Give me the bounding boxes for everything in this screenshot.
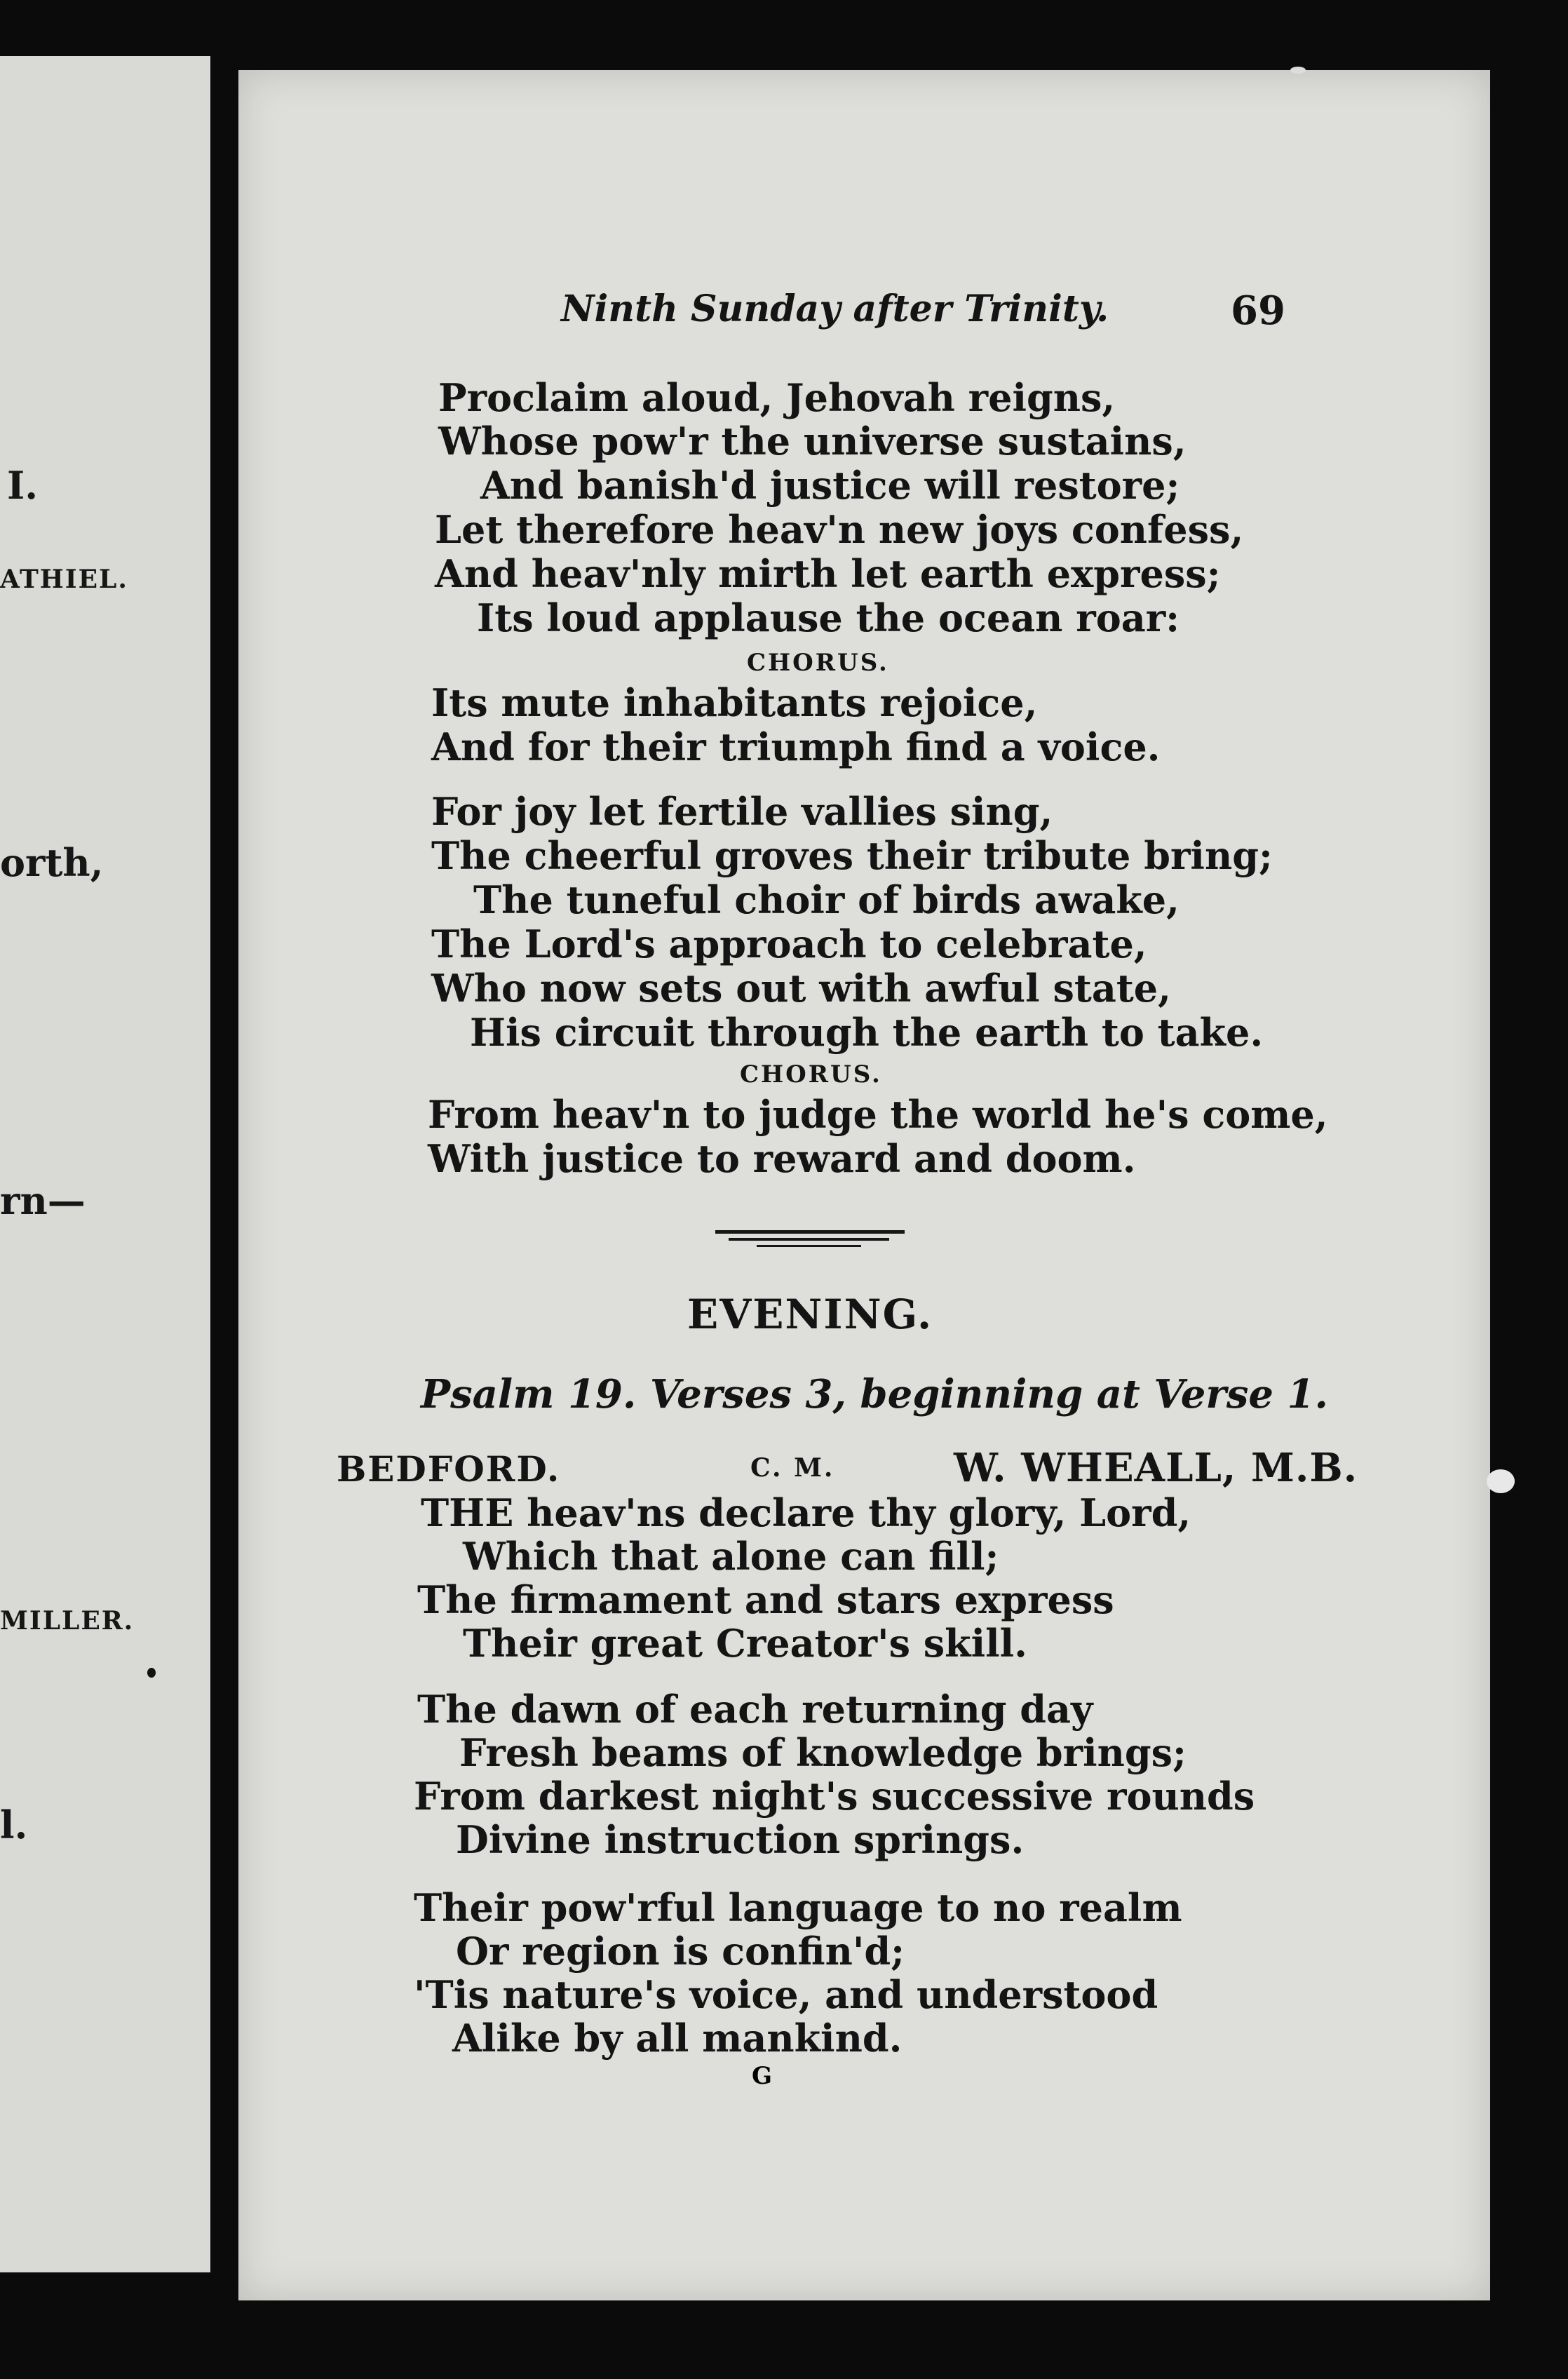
verse-line: Or region is confin'd;: [456, 1929, 905, 1974]
verse-line: Who now sets out with awful state,: [431, 966, 1171, 1011]
verse-line: The dawn of each returning day: [417, 1687, 1093, 1732]
verse-line: The cheerful groves their tribute bring;: [431, 833, 1273, 878]
verse-line: And for their triumph find a voice.: [431, 725, 1161, 769]
verse-line: Its mute inhabitants rejoice,: [431, 680, 1038, 725]
verse-line: And banish'd justice will restore;: [480, 463, 1180, 508]
verse-line: The tuneful choir of birds awake,: [473, 877, 1180, 922]
verse-line: Proclaim aloud, Jehovah reigns,: [438, 375, 1116, 420]
verse-line: And heav'nly mirth let earth express;: [435, 551, 1221, 596]
verse-line: Fresh beams of knowledge brings;: [459, 1730, 1187, 1775]
scan-artifact: [1487, 1469, 1515, 1493]
psalm-reference: Psalm 19. Verses 3, beginning at Verse 1.: [421, 1371, 1328, 1417]
scan-artifact: [147, 1668, 156, 1678]
verse-line: Their great Creator's skill.: [463, 1621, 1027, 1666]
page-number: 69: [1231, 288, 1285, 334]
verse-line: Their pow'rful language to no realm: [414, 1885, 1182, 1930]
verse-line: His circuit through the earth to take.: [470, 1010, 1264, 1055]
verse-line: From heav'n to judge the world he's come,: [428, 1092, 1328, 1137]
chorus-label: CHORUS.: [740, 1060, 882, 1089]
verse-line: The firmament and stars express: [417, 1577, 1114, 1622]
verse-line: Let therefore heav'n new joys confess,: [435, 507, 1244, 552]
verse-line: For joy let fertile vallies sing,: [431, 789, 1053, 834]
verse-line: Divine instruction springs.: [456, 1817, 1025, 1862]
ornamental-rule: [715, 1226, 905, 1250]
section-title: EVENING.: [687, 1290, 933, 1338]
running-title: Ninth Sunday after Trinity.: [561, 288, 1109, 330]
signature-mark: G: [752, 2062, 773, 2090]
left-fragment: I.: [7, 463, 39, 508]
verse-line: With justice to reward and doom.: [428, 1136, 1136, 1181]
verse-line: 'Tis nature's voice, and understood: [414, 1972, 1158, 2017]
left-fragment: ATHIEL.: [0, 565, 128, 594]
verse-line: Alike by all mankind.: [452, 2016, 903, 2061]
tune-name: BEDFORD.: [337, 1448, 561, 1490]
left-fragment: MILLER.: [0, 1606, 135, 1636]
left-fragment: orth,: [0, 840, 104, 885]
composer-name: W. WHEALL, M.B.: [954, 1445, 1358, 1491]
scan-artifact: [1290, 67, 1306, 74]
left-fragment: l.: [0, 1802, 28, 1847]
verse-line: The Lord's approach to celebrate,: [431, 922, 1147, 966]
verse-line: Which that alone can fill;: [463, 1534, 999, 1579]
meter-label: C. M.: [750, 1453, 835, 1483]
verse-line: THE heav'ns declare thy glory, Lord,: [421, 1490, 1191, 1535]
left-fragment: rn—: [0, 1178, 86, 1223]
verse-line: Its loud applause the ocean roar:: [477, 595, 1180, 640]
verse-line: Whose pow'r the universe sustains,: [438, 419, 1187, 464]
chorus-label: CHORUS.: [747, 649, 889, 677]
left-facing-page: [0, 56, 210, 2272]
verse-line: From darkest night's successive rounds: [414, 1774, 1255, 1819]
